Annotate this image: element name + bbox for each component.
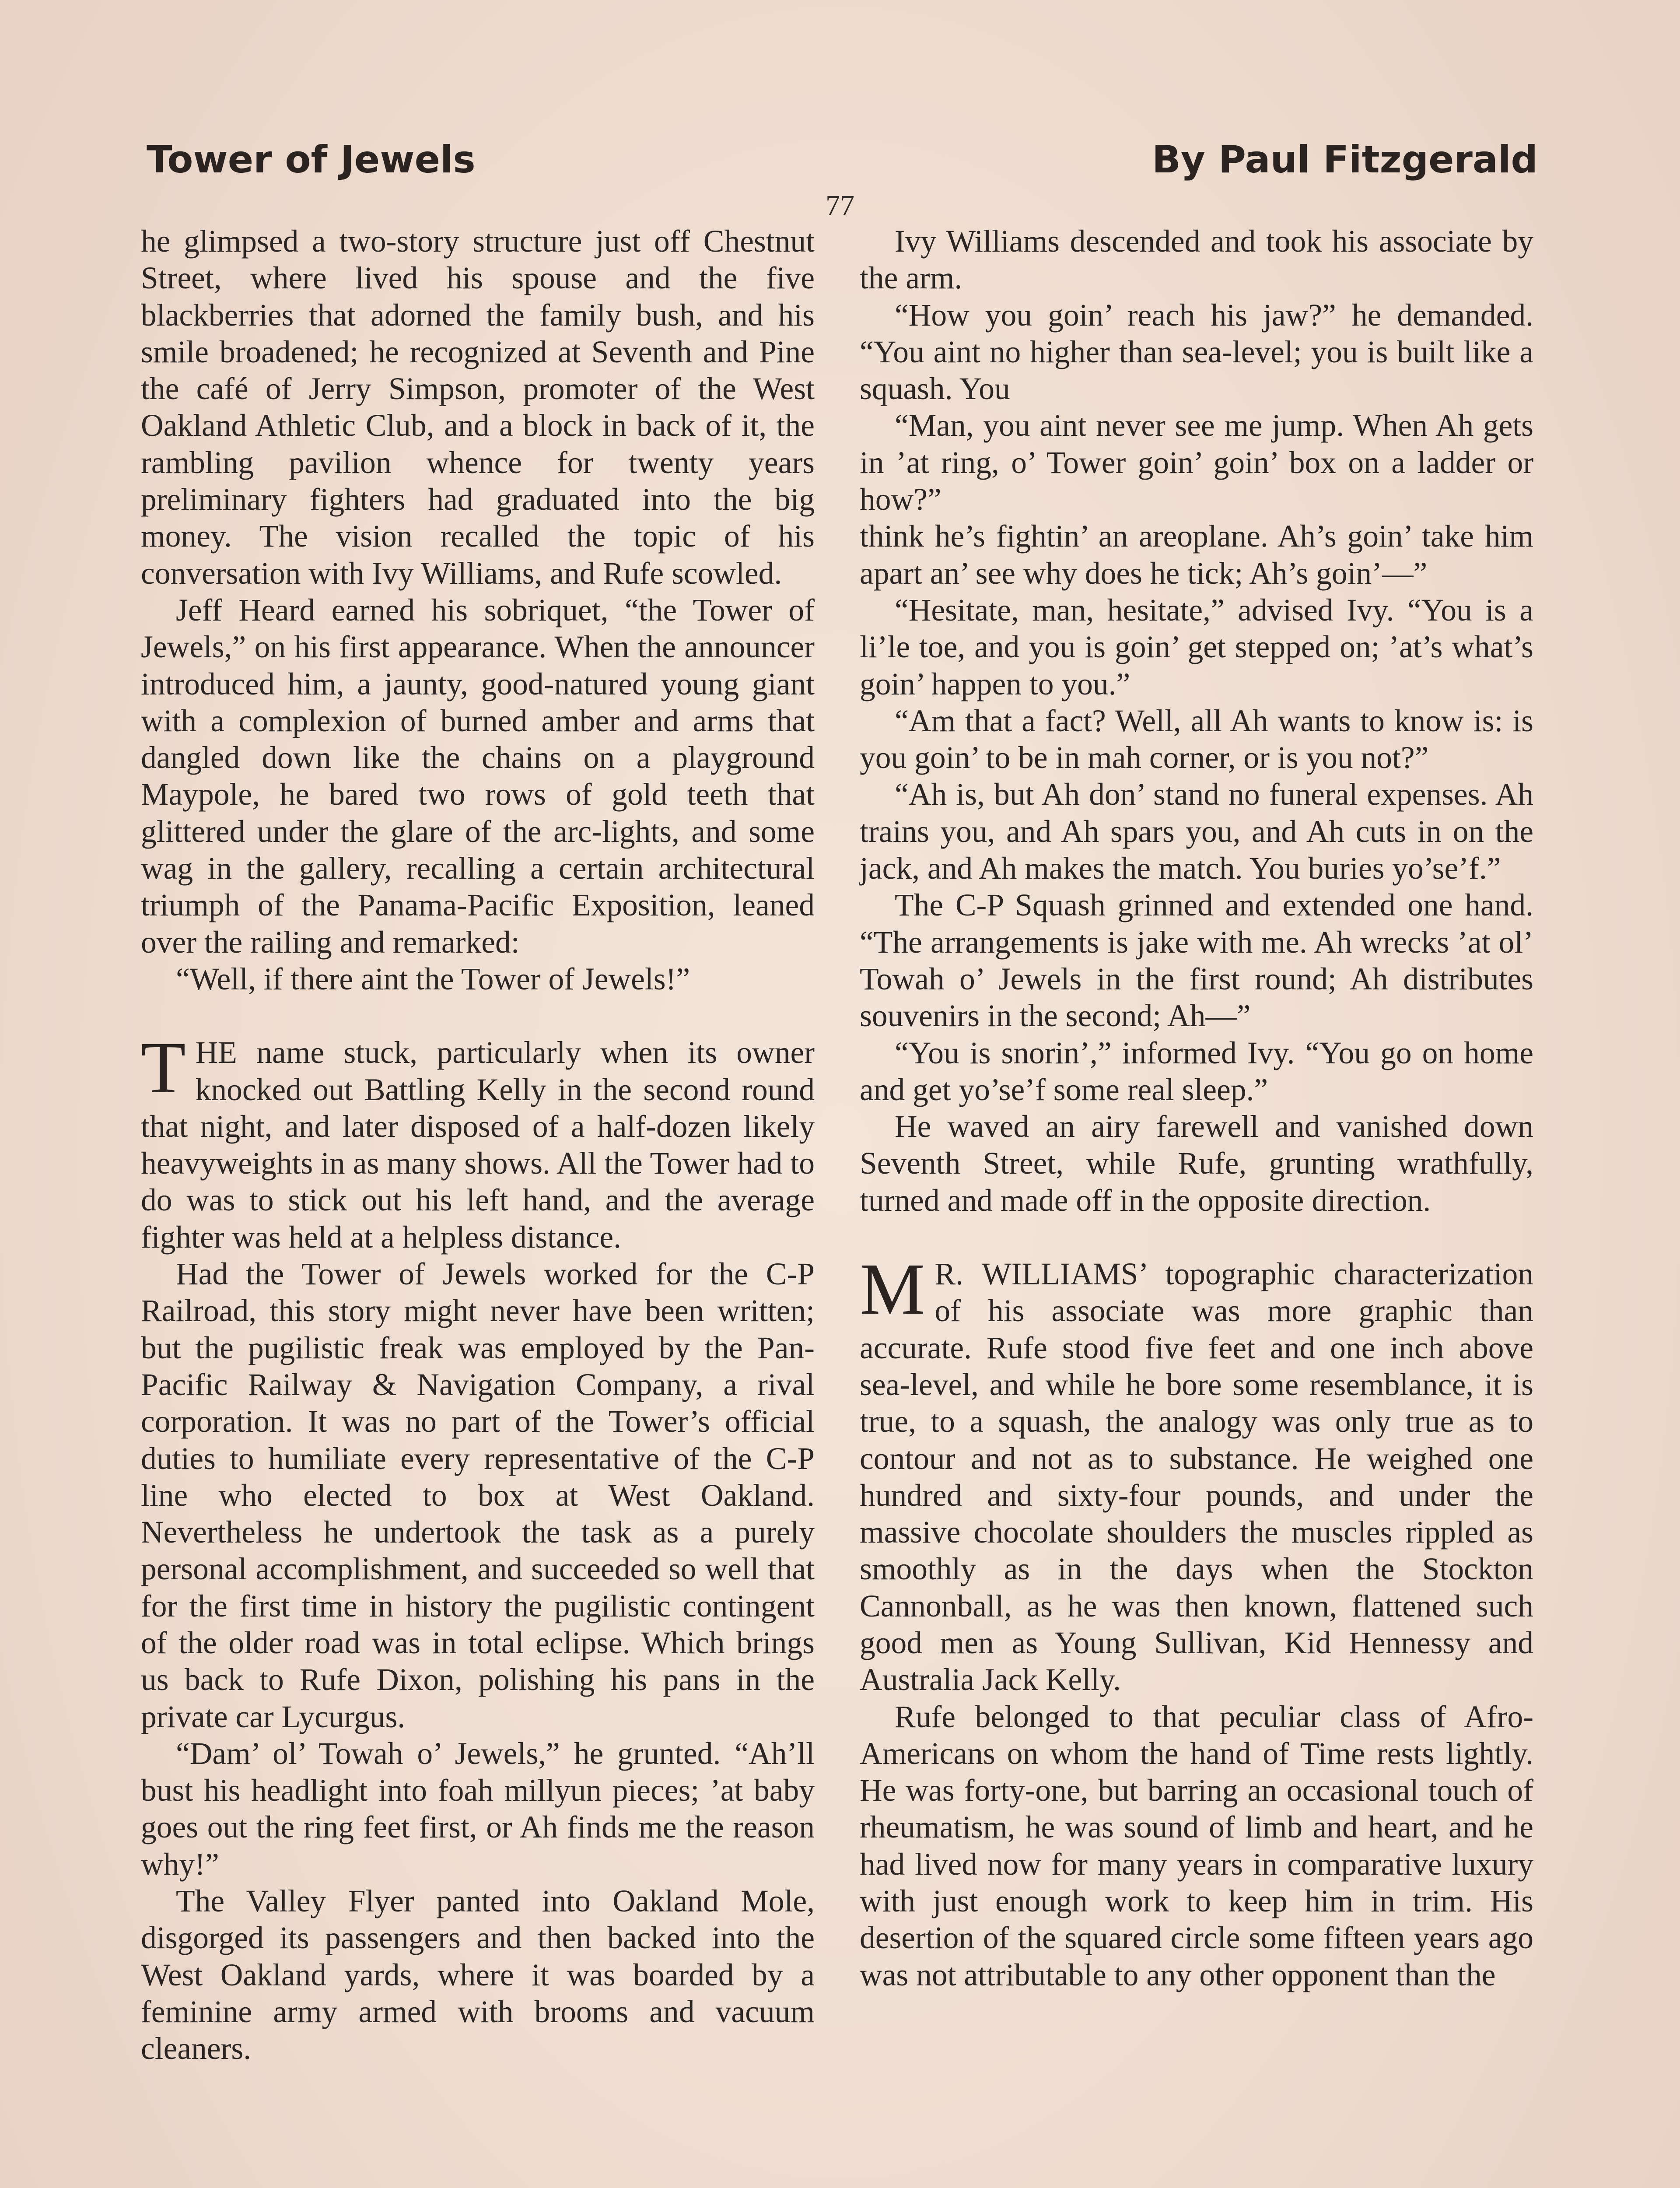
paragraph: Had the Tower of Jewels worked for the C-P Railroad, this story might never have been written; but the pugilistic freak was employed by the Pan-Pacific Railway & Navigation Company, a rival corporation. It was no part of the Tower’s official duties to humiliate every representative of the C-P line who elected to box at West Oakland. Nevertheless he undertook the task as a purely personal accomplishment, and succeeded so well that for the first time in history the pugilistic contingent of the older road was in total eclipse. Which brings us back to Rufe Dixon, polishing his pans in the private car Lycurgus.: [141, 1257, 815, 1734]
paragraph: He waved an airy farewell and vanished down Seventh Street, while Rufe, grunting wrathfully, turned and made off in the opposite direction.: [860, 1109, 1533, 1218]
paragraph: “Dam’ ol’ Towah o’ Jewels,” he grunted. “Ah’ll bust his headlight into foah millyun pieces; ’at baby goes out the ring feet first, or Ah finds me the reason why!”: [141, 1736, 815, 1882]
story-title: Tower of Jewels: [147, 138, 476, 182]
paragraph-text: R. WILLIAMS’ topographic characterization of his associate was more graphic than accurate. Rufe stood five feet and one inch above sea-level, and while he bore some resemblance, it is true, to a squash, the analogy was only true as to contour and not as to substance. He weighed one hundred and sixty-four pounds, and under the massive chocolate shoulders the muscles rippled as smoothly as in the days when the Stockton Cannonball, as he was then known, flattened such good men as Young Sullivan, Kid Hennessy and Australia Jack Kelly.: [860, 1257, 1533, 1697]
story-author: By Paul Fitzgerald: [1152, 138, 1538, 182]
paragraph: “Am that a fact? Well, all Ah wants to know is: is you goin’ to be in mah corner, or is you not?”: [860, 703, 1533, 775]
left-column: [141, 223, 815, 2068]
drop-cap: M: [860, 1248, 925, 1330]
paragraph: The Valley Flyer panted into Oakland Mole, disgorged its passengers and then backed into the West Oakland yards, where it was boarded by a feminine army armed with brooms and vacuum cleaners.: [141, 1884, 815, 2066]
paragraph: “You is snorin’,” informed Ivy. “You go on home and get yo’se’f some real sleep.”: [860, 1035, 1533, 1107]
paragraph: “Hesitate, man, hesitate,” advised Ivy. “You is a li’le toe, and you is goin’ get stepped on; ’at’s what’s goin’ happen to you.”: [860, 593, 1533, 701]
paragraph: Jeff Heard earned his sobriquet, “the Tower of Jewels,” on his first appearance. When the announcer introduced him, a jaunty, good-natured young giant with a complexion of burned amber and arms that dangled down like the chains on a playground Maypole, he bared two rows of gold teeth that glittered under the glare of the arc-lights, and some wag in the gallery, recalling a certain architectural triumph of the Panama-Pacific Exposition, leaned over the railing and remarked:: [141, 593, 815, 960]
paragraph: The C-P Squash grinned and extended one hand. “The arrangements is jake with me. Ah wrecks ’at ol’ Towah o’ Jewels in the first round; Ah distributes souvenirs in the second; Ah—”: [860, 888, 1533, 1034]
section-paragraph: [141, 1027, 815, 1256]
paragraph: think he’s fightin’ an areoplane. Ah’s goin’ take him apart an’ see why does he tick; Ah’s goin’—”: [860, 519, 1533, 591]
running-header: [147, 131, 1538, 188]
drop-cap: T: [141, 1027, 186, 1109]
paragraph: he glimpsed a two-story structure just off Chestnut Street, where lived his spouse and the five blackberries that adorned the family bush, and his smile broadened; he recognized at Seventh and Pine the café of Jerry Simpson, promoter of the West Oakland Athletic Club, and a block in back of it, the rambling pavilion whence for twenty years preliminary fighters had graduated into the big money. The vision recalled the topic of his conversation with Ivy Williams, and Rufe scowled.: [141, 224, 815, 591]
section-paragraph: [860, 1248, 1533, 1699]
paragraph: “Well, if there aint the Tower of Jewels!”: [176, 961, 690, 996]
page-number: 77: [826, 189, 854, 221]
paragraph: Rufe belonged to that peculiar class of Afro-Americans on whom the hand of Time rests lightly. He was forty-one, but barring an occasional touch of rheumatism, he was sound of limb and heart, and he had lived now for many years in comparative luxury with just enough work to keep him in trim. His desertion of the squared circle some fifteen years ago was not attributable to any other opponent than the: [860, 1699, 1533, 1992]
paragraph: “How you goin’ reach his jaw?” he demanded. “You aint no higher than sea-level; you is built like a squash. You: [860, 298, 1533, 407]
paragraph: “Man, you aint never see me jump. When Ah gets in ’at ring, o’ Tower goin’ goin’ box on a ladder or how?”: [860, 408, 1533, 517]
right-column: [860, 223, 1533, 1994]
paragraph: “Ah is, but Ah don’ stand no funeral expenses. Ah trains you, and Ah spars you, and Ah cuts in on the jack, and Ah makes the match. You buries yo’se’f.”: [860, 777, 1533, 886]
paragraph: Ivy Williams descended and took his associate by the arm.: [860, 224, 1533, 296]
paragraph-text: HE name stuck, particularly when its owner knocked out Battling Kelly in the second round that night, and later disposed of a half-dozen likely heavyweights in as many shows. All the Tower had to do was to stick out his left hand, and the average fighter was held at a helpless distance.: [141, 1035, 815, 1255]
